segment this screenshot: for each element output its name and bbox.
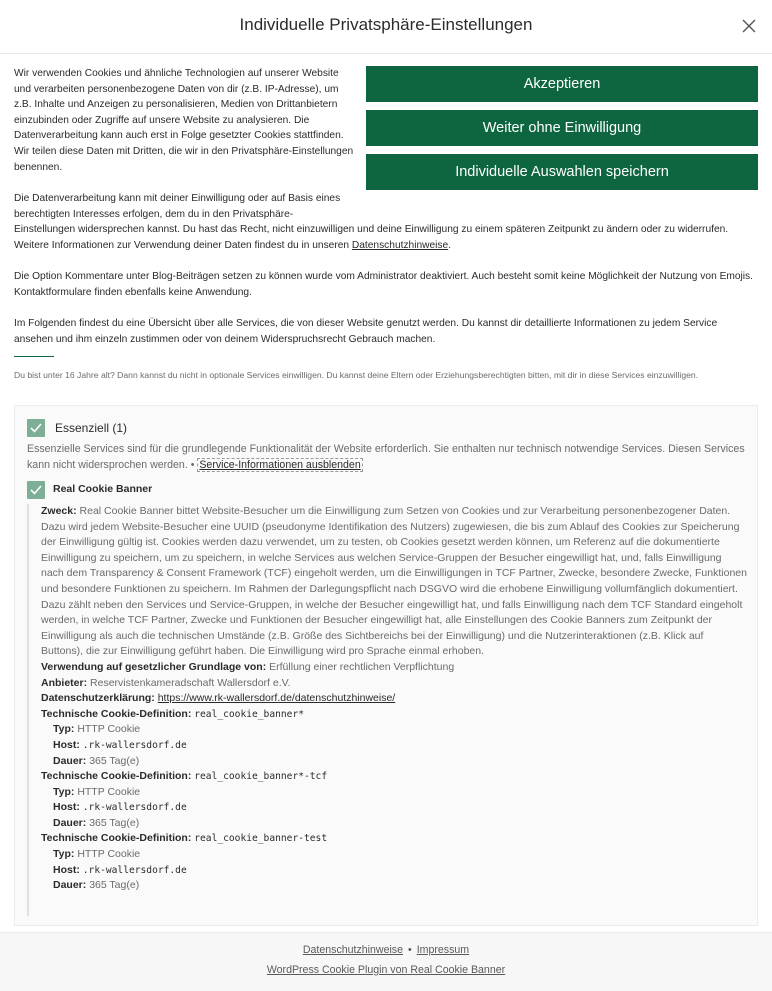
cookie-definition-row	[41, 831, 747, 847]
cookie-definition-row	[41, 769, 747, 785]
provider-row	[41, 676, 747, 692]
provider-label: Anbieter:	[41, 676, 88, 689]
purpose-row	[41, 504, 747, 660]
cookie-definition-label: Technische Cookie-Definition:	[41, 770, 192, 783]
cookie-name: real_cookie_banner*-tcf	[194, 771, 328, 783]
cookie-type-label: Typ:	[53, 785, 75, 798]
cookie-duration: 365 Tag(e)	[89, 879, 140, 892]
cookie-name: real_cookie_banner*	[194, 708, 304, 720]
cookie-host-row	[41, 800, 747, 816]
cookie-type-row	[41, 785, 747, 801]
footer-links	[0, 944, 772, 956]
dialog-title: Individuelle Privatsphäre-Einstellungen	[239, 15, 533, 34]
legal-basis-label: Verwendung auf gesetzlicher Grundlage von:	[41, 660, 267, 673]
dialog-header	[0, 0, 772, 54]
cookie-duration-label: Dauer:	[53, 816, 87, 829]
cookie-host-label: Host:	[53, 738, 80, 751]
cookie-type-label: Typ:	[53, 723, 75, 736]
privacy-notice-link[interactable]: Datenschutzhinweise	[351, 239, 449, 251]
footer-plugin-row	[0, 964, 772, 976]
privacy-policy-link[interactable]: https://www.rk-wallersdorf.de/datenschutzhinweise/	[157, 692, 396, 705]
continue-without-consent-button[interactable]: Weiter ohne Einwilligung	[366, 110, 758, 146]
cookie-definition-label: Technische Cookie-Definition:	[41, 832, 192, 845]
footer-plugin-link[interactable]: WordPress Cookie Plugin von Real Cookie Banner	[266, 964, 506, 976]
group-title: Essenziell (1)	[55, 421, 128, 435]
cookie-duration-label: Dauer:	[53, 879, 87, 892]
intro-text: Wir verwenden Cookies und ähnliche Technologien auf unserer Website und verarbeiten personenbezogene Daten von dir (z.B. IP-Adresse), um z.B. Inhalte und Anzeigen zu personalisieren, Medien von Drittanbietern einzubinden oder Zugriffe auf unsere Website zu analysieren. Die Datenverarbeitung kann auch erst in Folge gesetzter Cookies stattfinden. Wir teilen diese Daten mit Dritten, die wir in den Privatsphäre-Einstellungen benennen.	[14, 68, 354, 173]
cookie-duration: 365 Tag(e)	[89, 816, 140, 829]
footer-imprint-link[interactable]: Impressum	[416, 944, 470, 956]
group-description-text: Essenzielle Services sind für die grundlegende Funktionalität der Website erforderlich. Sie enthalten nur technisch notwendige Services. Diesen Services kann nicht widersprochen werden. •	[27, 443, 745, 471]
cookie-host: .rk-wallersdorf.de	[82, 739, 187, 751]
provider-value: Reservistenkameradschaft Wallersdorf e.V.	[90, 676, 291, 689]
cookie-definition-label: Technische Cookie-Definition:	[41, 707, 192, 720]
legal-basis-value: Erfüllung einer rechtlichen Verpflichtung	[269, 660, 455, 673]
cookie-host-row	[41, 738, 747, 754]
toggle-service-info-link[interactable]: Service-Informationen ausblenden	[199, 458, 361, 471]
service-details	[27, 504, 747, 916]
accept-button[interactable]: Akzeptieren	[366, 66, 758, 102]
cookie-host-row	[41, 863, 747, 879]
footer-separator: •	[408, 944, 412, 956]
purpose-text: Real Cookie Banner bittet Website-Besucher um die Einwilligung zum Setzen von Cookies und zur Verarbeitung personenbezogener Daten. Dazu wird jedem Website-Besucher eine UUID (pseudonyme Identifikation des Nutzers) zugewiesen, die bis zum Ablauf des Cookies zur Speicherung der Einwilligung gültig ist. Cookies werden dazu verwendet, um zu testen, ob Cookies gesetzt werden können, um Referenz auf die dokumentierte Einwilligung zu speichern, um zu speichern, in welche Services aus welchen Service-Gruppen der Besucher eingewilligt hat, und, falls Einwilligung nach dem Transparency & Consent Framework (TCF) eingeholt werden, um die Einwilligungen in TCF Partner, Zwecke, besondere Zwecke, Funktionen und besondere Funktionen zu speichern. Im Rahmen der Darlegungspflicht nach DSGVO wird die erhobene Einwilligung vollumfänglich dokumentiert. Dazu zählt neben den Services und Service-Gruppen, in welche der Besucher eingewilligt hat, und falls Einwilligung nach dem TCF Standard eingeholt werden, in welche TCF Partner, Zwecke und Funktionen der Besucher eingewilligt hat, alle Einstellungen des Cookie Banners zum Zeitpunkt der Einwilligung als auch die technischen Umstände (z.B. Größe des Sichtbereichs bei der Einwilligung) und die Nutzerinteraktionen (z.B. Klick auf Buttons), die zur Einwilligung geführt haben. Die Einwilligung wird pro Sprache einmal erhoben.	[41, 505, 747, 658]
cookie-host-label: Host:	[53, 801, 80, 814]
processing-text-end: .	[448, 239, 452, 251]
service-group-essential	[14, 405, 758, 926]
cookie-duration-row	[41, 754, 747, 770]
service-checkbox[interactable]	[27, 481, 45, 499]
services-overview-text: Im Folgenden findest du eine Übersicht über alle Services, die von dieser Website genutzt werden. Du kannst dir detaillierte Informationen zu jedem Service ansehen und ihm einzeln zustimmen oder von deinem Widerspruchsrecht Gebrauch machen.	[14, 318, 718, 345]
under-16-notice: Du bist unter 16 Jahre alt? Dann kannst du nicht in optionale Services einwilligen. Du kannst deine Eltern oder Erziehungsberechtigten bitten, mit dir in diese Services einzuwilligen.	[14, 370, 699, 380]
service-name: Real Cookie Banner	[53, 483, 153, 495]
cookie-duration: 365 Tag(e)	[89, 754, 140, 767]
processing-text-body: Einstellungen widersprechen kannst. Du hast das Recht, nicht einzuwilligen und deine Einwilligung zu einem späteren Zeitpunkt zu ändern oder zu widerrufen. Weitere Informationen zur Verwendung deiner Daten findest du in unseren	[14, 224, 729, 251]
cookie-name: real_cookie_banner-test	[194, 833, 328, 845]
privacy-policy-label: Datenschutzerklärung:	[41, 692, 155, 705]
cookie-type-row	[41, 847, 747, 863]
legal-basis-row	[41, 660, 747, 676]
group-checkbox[interactable]	[27, 419, 45, 437]
cookie-duration-label: Dauer:	[53, 754, 87, 767]
group-description	[27, 442, 747, 473]
dialog-footer	[0, 932, 772, 991]
cookie-type-row	[41, 722, 747, 738]
action-buttons	[366, 66, 758, 198]
close-icon[interactable]	[740, 17, 758, 35]
cookie-type-label: Typ:	[53, 848, 75, 861]
save-individual-button[interactable]: Individuelle Auswahlen speichern	[366, 154, 758, 190]
processing-text-start: Die Datenverarbeitung kann mit deiner Einwilligung oder auf Basis eines berechtigten Interesses erfolgen, dem du in den Privatsphäre-	[14, 193, 341, 220]
cookie-host-label: Host:	[53, 863, 80, 876]
cookie-type: HTTP Cookie	[77, 723, 141, 736]
checkmark-icon	[29, 421, 43, 435]
cookie-host: .rk-wallersdorf.de	[82, 802, 187, 814]
cookie-duration-row	[41, 816, 747, 832]
purpose-label: Zweck:	[41, 505, 77, 517]
cookie-definition-row	[41, 707, 747, 723]
cookie-host: .rk-wallersdorf.de	[82, 864, 187, 876]
checkmark-icon	[29, 483, 43, 497]
privacy-policy-row	[41, 691, 747, 707]
cookie-type: HTTP Cookie	[77, 848, 141, 861]
footer-privacy-link[interactable]: Datenschutzhinweise	[302, 944, 403, 956]
cookie-type: HTTP Cookie	[77, 785, 141, 798]
processing-text	[14, 222, 758, 253]
divider	[14, 356, 54, 357]
cookie-duration-row	[41, 878, 747, 894]
comments-disabled-text: Die Option Kommentare unter Blog-Beiträgen setzen zu können wurde vom Administrator deaktiviert. Auch besteht somit keine Möglichkeit der Nutzung von Emojis. Kontaktformulare finden ebenfalls keine Anwendung.	[14, 271, 753, 298]
